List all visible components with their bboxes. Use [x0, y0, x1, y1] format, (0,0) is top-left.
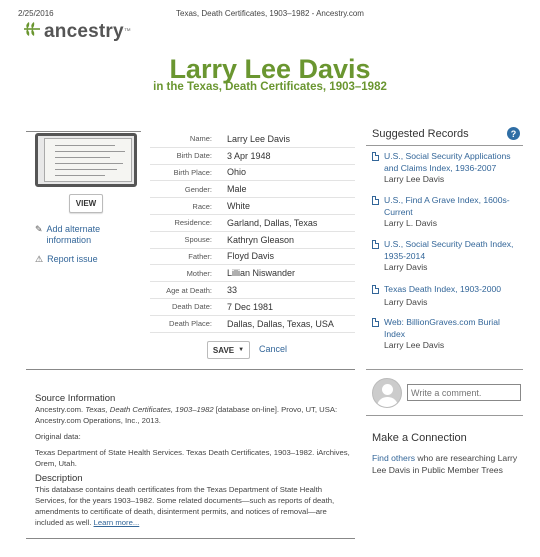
suggested-record-person: Larry Davis	[384, 296, 428, 307]
pencil-icon: ✎	[35, 224, 43, 234]
description-text	[35, 484, 355, 528]
fact-value: White	[227, 201, 251, 212]
suggested-record-person: Larry L. Davis	[384, 218, 438, 228]
record-image-thumbnail[interactable]	[35, 133, 137, 187]
divider	[26, 369, 355, 370]
certificate-image	[44, 138, 132, 182]
fact-row	[150, 265, 355, 282]
fact-value: Dallas, Dallas, Texas, USA	[227, 318, 334, 329]
make-connection-text	[372, 452, 527, 476]
caret-down-icon: ▼	[238, 347, 245, 353]
comment-input[interactable]	[407, 384, 521, 401]
citation-title: Texas, Death Certificates, 1903–1982	[85, 405, 214, 414]
suggested-record-person: Larry Lee Davis	[384, 174, 445, 184]
help-icon[interactable]: ?	[507, 127, 520, 140]
avatar	[372, 378, 402, 408]
fact-row	[150, 232, 355, 249]
print-date: 2/25/2016	[18, 9, 54, 18]
cancel-link[interactable]: Cancel	[259, 344, 288, 354]
suggested-record-link[interactable]: Texas Death Index, 1903-2000	[384, 284, 502, 294]
fact-label: Mother:	[186, 268, 212, 278]
save-label: SAVE	[212, 345, 235, 355]
record-name: Larry Lee Davis	[169, 54, 371, 84]
fact-value: 3 Apr 1948	[227, 150, 271, 161]
fact-value: Floyd Davis	[227, 251, 275, 262]
fact-value: Garland, Dallas, Texas	[227, 217, 318, 228]
leaf-logo-icon	[22, 20, 42, 43]
report-issue-link[interactable]	[35, 254, 98, 265]
fact-value: Lillian Niswander	[227, 268, 296, 279]
description-heading: Description	[35, 473, 83, 484]
suggested-record-person: Larry Lee Davis	[384, 340, 445, 350]
divider	[366, 369, 523, 370]
fact-row	[150, 299, 355, 316]
source-information	[35, 393, 355, 528]
record-collection[interactable]: in the Texas, Death Certificates, 1903–1982	[153, 81, 387, 93]
fact-row	[150, 249, 355, 266]
add-alternate-info-link[interactable]	[35, 224, 100, 246]
document-icon	[372, 285, 379, 294]
divider	[26, 131, 141, 132]
save-button[interactable]	[207, 341, 250, 359]
fact-row	[150, 198, 355, 215]
divider	[366, 415, 523, 416]
fact-value: Ohio	[227, 167, 247, 178]
view-button[interactable]: VIEW	[69, 194, 103, 213]
source-heading: Source Information	[35, 393, 116, 404]
original-data-text: Texas Department of State Health Services. Texas Death Certificates, 1903–1982. iArchives, Orem, Utah.	[35, 448, 350, 468]
warning-icon: ⚠	[35, 254, 44, 264]
suggested-records-title: Suggested Records	[372, 128, 469, 140]
source-citation	[35, 404, 355, 426]
suggested-record[interactable]	[372, 195, 522, 230]
citation-prefix: Ancestry.com.	[35, 405, 86, 414]
description-body: This database contains death certificates from the Texas Department of State Health Services, for the years 1903–1982. Some related documents—such as reports of death, amendments to certificate of death, disinterment permits, and notices of removal—are included as well.	[35, 485, 335, 527]
suggested-record[interactable]	[372, 284, 522, 308]
fact-label: Father:	[188, 251, 212, 261]
fact-label: Spouse:	[184, 235, 212, 245]
document-icon	[372, 240, 379, 249]
make-connection-title: Make a Connection	[372, 432, 467, 444]
original-data-label: Original data:	[35, 432, 81, 441]
suggested-record[interactable]	[372, 239, 522, 274]
fact-value: Larry Lee Davis	[227, 133, 291, 144]
print-title: Texas, Death Certificates, 1903–1982 - Ancestry.com	[176, 9, 364, 18]
document-icon	[372, 152, 379, 161]
suggested-record-link[interactable]: Web: BillionGraves.com Burial	[384, 317, 500, 327]
fact-label: Gender:	[184, 184, 212, 194]
suggested-record[interactable]	[372, 151, 522, 186]
fact-label: Race:	[192, 201, 212, 211]
fact-value: 7 Dec 1981	[227, 301, 274, 312]
document-icon	[372, 196, 379, 205]
fact-label: Death Date:	[171, 302, 212, 312]
fact-label: Residence:	[174, 218, 212, 228]
fact-row	[150, 282, 355, 299]
suggested-record-person: Larry Davis	[384, 262, 428, 272]
facts-table	[150, 131, 355, 333]
fact-row	[150, 316, 355, 333]
divider	[26, 538, 355, 539]
fact-label: Name:	[189, 134, 212, 144]
learn-more-link[interactable]: Learn more...	[93, 518, 140, 527]
suggested-record-link[interactable]: 1935-2014	[384, 250, 426, 261]
suggested-record-link[interactable]: Current	[384, 206, 413, 217]
citation-suffix: [database on-line]. Provo, UT, USA: Ancestry.com Operations, Inc., 2013.	[35, 405, 338, 425]
suggested-record-link[interactable]: and Claims Index, 1936-2007	[384, 162, 497, 173]
make-connection-description: who are researching Larry Lee Davis in Public Member Trees	[372, 453, 518, 475]
fact-row	[150, 215, 355, 232]
fact-label: Age at Death:	[166, 285, 212, 295]
fact-value: Male	[227, 184, 247, 195]
fact-label: Birth Place:	[173, 167, 212, 177]
add-alternate-label-2: information	[46, 235, 92, 245]
fact-row	[150, 131, 355, 148]
fact-row	[150, 181, 355, 198]
logo-wordmark: ancestry	[44, 20, 124, 42]
find-others-link[interactable]: Find others	[372, 453, 415, 463]
fact-label: Birth Date:	[176, 151, 212, 161]
suggested-record-link[interactable]: U.S., Social Security Death Index,	[384, 239, 514, 249]
divider	[366, 145, 523, 146]
fact-label: Death Place:	[169, 319, 212, 329]
suggested-record-link[interactable]: U.S., Find A Grave Index, 1600s-	[384, 195, 510, 205]
logo-trademark: ™	[123, 28, 131, 35]
suggested-record-link[interactable]: U.S., Social Security Applications	[384, 151, 511, 161]
report-issue-label: Report issue	[47, 254, 98, 264]
suggested-record[interactable]	[372, 317, 522, 352]
fact-row	[150, 165, 355, 182]
document-icon	[372, 318, 379, 327]
fact-value: 33	[227, 285, 238, 296]
fact-row	[150, 148, 355, 165]
suggested-record-link[interactable]: Index	[384, 328, 406, 339]
ancestry-logo[interactable]	[22, 20, 131, 43]
add-alternate-label-1: Add alternate	[46, 224, 101, 234]
fact-value: Kathryn Gleason	[227, 234, 295, 245]
